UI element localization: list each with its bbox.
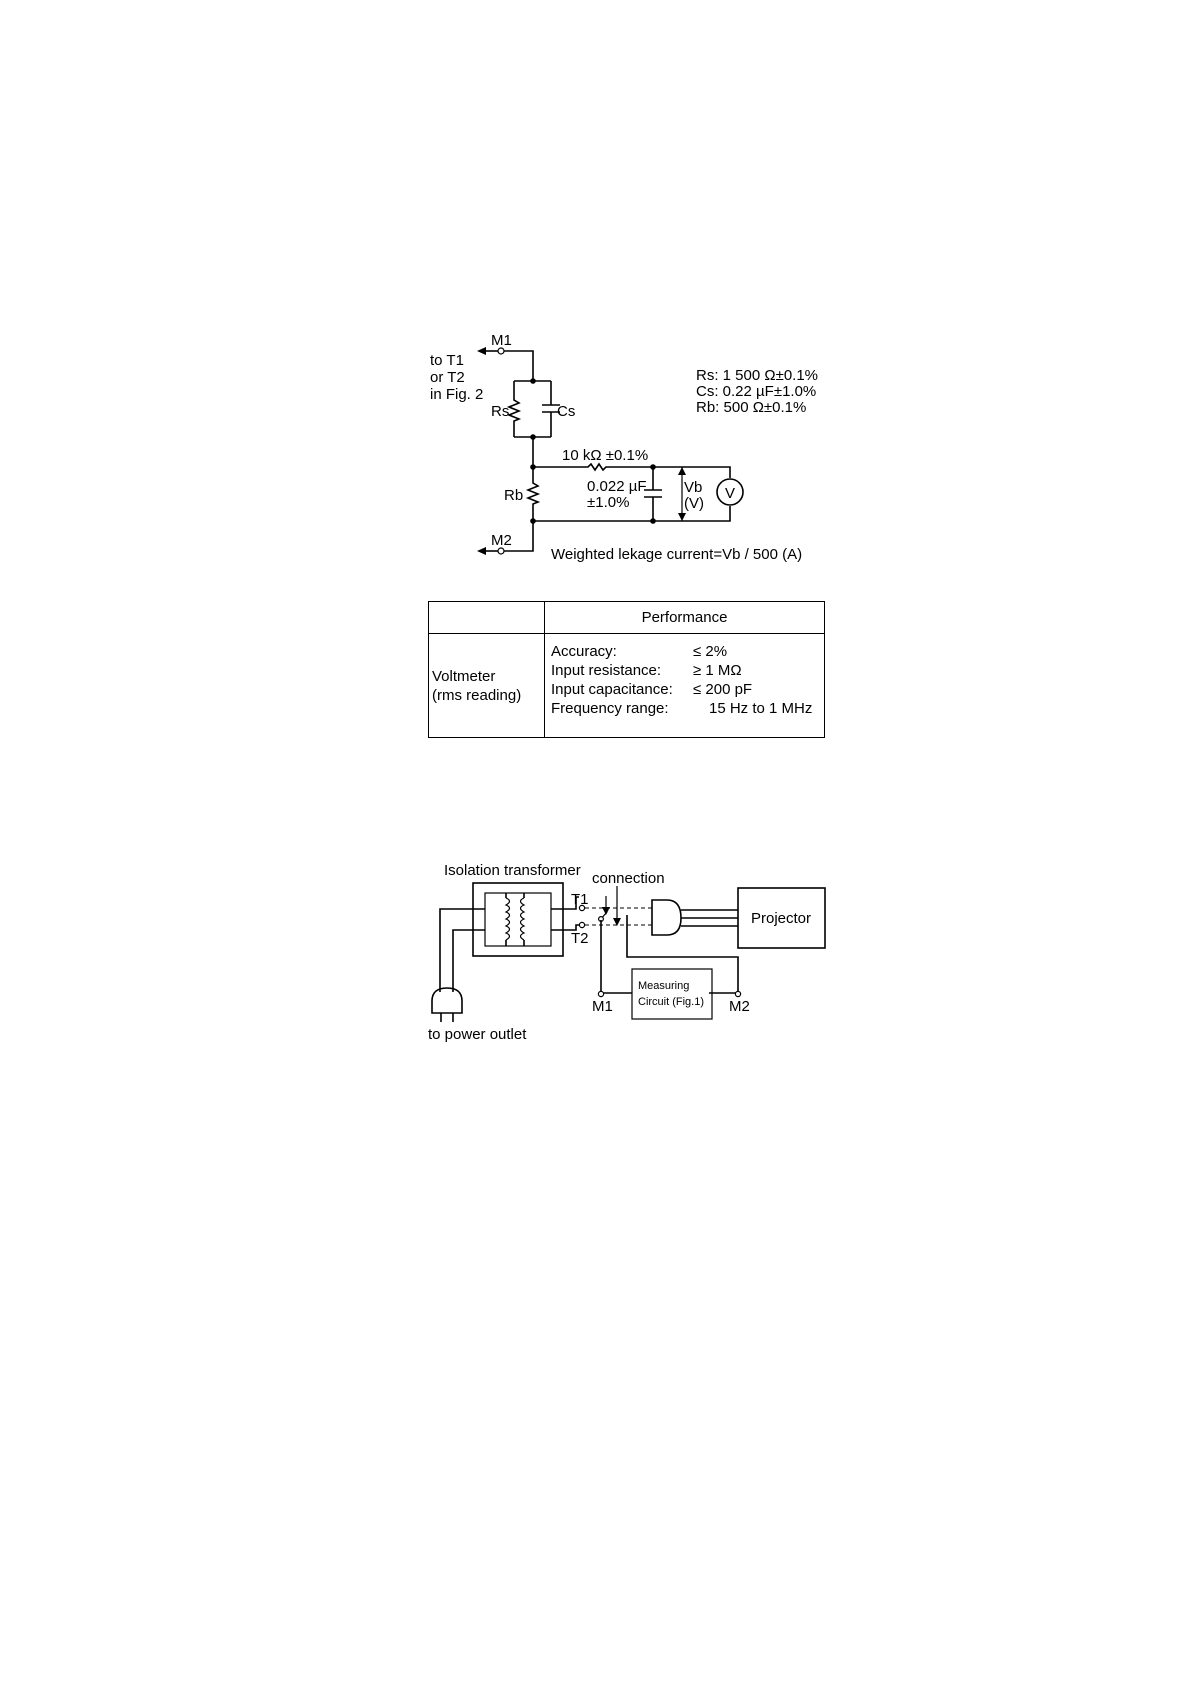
to-t-line-1: to T1 xyxy=(430,352,464,369)
m1-label: M1 xyxy=(491,332,512,349)
spec-name: Input capacitance: xyxy=(551,681,673,698)
spec-row-accuracy xyxy=(551,642,824,661)
r10k-branch xyxy=(533,464,730,478)
spec-name: Frequency range: xyxy=(551,700,669,717)
component-value-3: Rb: 500 Ω±0.1% xyxy=(696,399,807,416)
c022-label-1: 0.022 µF xyxy=(587,478,647,495)
m2-label: M2 xyxy=(491,532,512,549)
measuring-label-2: Circuit (Fig.1) xyxy=(638,996,705,1008)
rs-resistor xyxy=(509,381,519,437)
vb-arrow-down xyxy=(678,513,686,521)
device-name: Voltmeter xyxy=(432,667,496,685)
m2-label-2: M2 xyxy=(729,998,750,1015)
m1-arrowhead xyxy=(477,347,486,355)
rb-resistor xyxy=(528,467,538,521)
spec-row-frequency-range xyxy=(551,699,824,718)
spec-row-input-resistance xyxy=(551,661,824,680)
primary-wire-inner xyxy=(453,930,485,992)
table-row xyxy=(429,634,825,738)
power-plug xyxy=(432,988,462,1013)
junction-dot xyxy=(530,378,536,384)
isolation-transformer-label: Isolation transformer xyxy=(444,862,581,879)
power-cord xyxy=(681,910,738,926)
power-outlet-label: to power outlet xyxy=(428,1026,527,1043)
to-t-line-2: or T2 xyxy=(430,369,465,386)
spec-value: 15 Hz to 1 MHz xyxy=(709,700,813,717)
voltmeter-label: V xyxy=(724,485,736,502)
projector-label: Projector xyxy=(750,910,812,927)
secondary-coil xyxy=(521,898,525,940)
t1-label: T1 xyxy=(571,891,589,908)
component-value-2: Cs: 0.22 µF±1.0% xyxy=(696,383,817,400)
t2-label: T2 xyxy=(571,930,589,947)
to-t-line-3: in Fig. 2 xyxy=(430,386,484,403)
m2-arrowhead xyxy=(477,547,486,555)
spec-name: Accuracy: xyxy=(551,643,617,660)
performance-header: Performance xyxy=(545,602,825,634)
c022-label-2: ±1.0% xyxy=(587,494,630,511)
voltmeter-performance-table xyxy=(428,601,825,738)
component-value-1: Rs: 1 500 Ω±0.1% xyxy=(696,367,819,384)
device-cell xyxy=(429,634,545,738)
primary-coil xyxy=(506,898,510,940)
vb-arrow-up xyxy=(678,467,686,475)
rb-label: Rb xyxy=(504,487,524,504)
spec-value: ≥ 1 MΩ xyxy=(693,662,742,679)
m1-wire xyxy=(504,351,533,381)
connection-arrowhead-1 xyxy=(602,907,610,915)
m1-terminal-2 xyxy=(598,991,603,996)
m2-terminal-2 xyxy=(735,991,740,996)
rs-label: Rs xyxy=(491,403,510,420)
c022-capacitor xyxy=(644,467,662,521)
measuring-circuit-figure xyxy=(430,332,818,563)
r10k-label: 10 kΩ ±0.1% xyxy=(562,447,649,464)
device-note: (rms reading) xyxy=(432,686,522,704)
table-header-row xyxy=(429,602,825,634)
cs-label: Cs xyxy=(557,403,576,420)
test-connection-figure xyxy=(428,862,825,1043)
table-header-blank xyxy=(429,602,545,634)
m1-label-2: M1 xyxy=(592,998,613,1015)
connection-label: connection xyxy=(592,870,665,887)
spec-name: Input resistance: xyxy=(551,662,662,679)
spec-row-input-capacitance xyxy=(551,680,824,699)
isolation-transformer-box xyxy=(473,883,563,956)
transformer-core xyxy=(485,893,551,946)
specs-cell xyxy=(545,634,825,738)
leakage-formula: Weighted lekage current=Vb / 500 (A) xyxy=(551,546,803,563)
spec-value: ≤ 2% xyxy=(693,643,728,660)
measuring-circuit-box xyxy=(632,969,712,1019)
primary-wire-outer xyxy=(440,909,485,992)
t2-terminal xyxy=(579,922,584,927)
vb-label-1: Vb xyxy=(684,479,703,496)
spec-value: ≤ 200 pF xyxy=(693,681,753,698)
measuring-label-1: Measuring xyxy=(638,980,690,992)
plug-prongs xyxy=(441,1013,453,1022)
socket-connector xyxy=(652,900,681,935)
vb-label-2: (V) xyxy=(684,495,704,512)
